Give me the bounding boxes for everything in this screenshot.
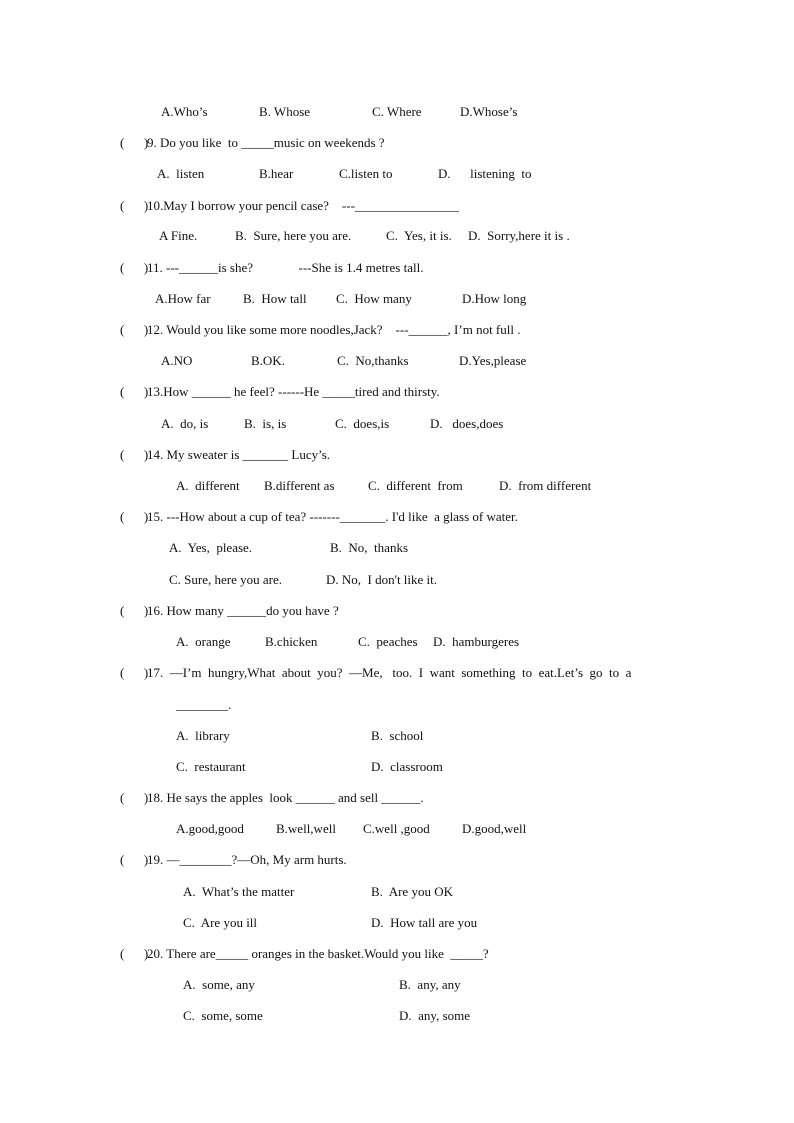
option: D. How tall are you bbox=[371, 915, 478, 930]
option: D.How long bbox=[462, 291, 527, 306]
option: C. peaches bbox=[358, 634, 418, 649]
option: C. Are you ill bbox=[183, 915, 258, 930]
answer-paren: ( ) bbox=[120, 603, 149, 618]
option: C. How many bbox=[336, 291, 412, 306]
answer-paren: ( ) bbox=[120, 135, 149, 150]
answer-paren: ( ) bbox=[120, 198, 149, 213]
answer-paren: ( ) bbox=[120, 852, 149, 867]
option: A. library bbox=[176, 728, 230, 743]
option: C.well ,good bbox=[363, 821, 430, 836]
option: A.NO bbox=[161, 353, 193, 368]
option: B. any, any bbox=[399, 977, 461, 992]
question-stem-continued: ________. bbox=[176, 697, 232, 712]
option: B. Are you OK bbox=[371, 884, 453, 899]
option: C. Sure, here you are. bbox=[169, 572, 282, 587]
answer-paren: ( ) bbox=[120, 946, 149, 961]
option: B.different as bbox=[264, 478, 335, 493]
option: C. does,is bbox=[335, 416, 390, 431]
option: A. some, any bbox=[183, 977, 255, 992]
question-stem: 20. There are_____ oranges in the basket.Would you like _____? bbox=[147, 946, 489, 961]
option: D. does,does bbox=[430, 416, 504, 431]
option: A. listen bbox=[157, 166, 205, 181]
option: B. No, thanks bbox=[330, 540, 408, 555]
option: B. Sure, here you are. bbox=[235, 228, 352, 243]
option: A. orange bbox=[176, 634, 231, 649]
question-stem: 18. He says the apples look ______ and sell ______. bbox=[147, 790, 424, 805]
answer-paren: ( ) bbox=[120, 384, 149, 399]
option: A. Yes, please. bbox=[169, 540, 253, 555]
option: C. restaurant bbox=[176, 759, 246, 774]
option: C. Yes, it is. bbox=[386, 228, 452, 243]
option: B.well,well bbox=[276, 821, 336, 836]
option: D. No, I don't like it. bbox=[326, 572, 438, 587]
option: B. is, is bbox=[244, 416, 287, 431]
option: D.good,well bbox=[462, 821, 527, 836]
option: A. different bbox=[176, 478, 240, 493]
option: D. hamburgeres bbox=[433, 634, 520, 649]
answer-paren: ( ) bbox=[120, 509, 149, 524]
option: A. What’s the matter bbox=[183, 884, 295, 899]
option: C. Where bbox=[372, 104, 422, 119]
question-stem: 15. ---How about a cup of tea? -------_______. I'd like a glass of water. bbox=[147, 509, 518, 524]
option: D. Sorry,here it is . bbox=[468, 228, 570, 243]
option: B. How tall bbox=[243, 291, 307, 306]
answer-paren: ( ) bbox=[120, 790, 149, 805]
option: D. classroom bbox=[371, 759, 443, 774]
question-stem: 14. My sweater is _______ Lucy’s. bbox=[147, 447, 331, 462]
option: C.listen to bbox=[339, 166, 393, 181]
question-stem: 16. How many ______do you have ? bbox=[147, 603, 339, 618]
question-stem: 11. ---______is she? ---She is 1.4 metres tall. bbox=[147, 260, 424, 275]
option: D.Whose’s bbox=[460, 104, 518, 119]
option: B. Whose bbox=[259, 104, 311, 119]
answer-paren: ( ) bbox=[120, 665, 149, 680]
option: D.Yes,please bbox=[459, 353, 527, 368]
question-stem: 10.May I borrow your pencil case? ---________________ bbox=[147, 198, 459, 213]
question-stem: 9. Do you like to _____music on weekends ? bbox=[147, 135, 385, 150]
question-stem: 19. —________?—Oh, My arm hurts. bbox=[147, 852, 347, 867]
answer-paren: ( ) bbox=[120, 260, 149, 275]
answer-paren: ( ) bbox=[120, 447, 149, 462]
answer-paren: ( ) bbox=[120, 322, 149, 337]
option: B.OK. bbox=[251, 353, 285, 368]
option: C. some, some bbox=[183, 1008, 263, 1023]
option: C. different from bbox=[368, 478, 463, 493]
option: C. No,thanks bbox=[337, 353, 409, 368]
option: A.Who’s bbox=[161, 104, 208, 119]
option: A Fine. bbox=[159, 228, 198, 243]
option: D. listening to bbox=[438, 166, 532, 181]
question-stem: 17. —I’m hungry,What about you? —Me, too. I want something to eat.Let’s go to a bbox=[147, 665, 632, 680]
option: A. do, is bbox=[161, 416, 209, 431]
option: D. any, some bbox=[399, 1008, 471, 1023]
option: A.How far bbox=[155, 291, 211, 306]
option: B. school bbox=[371, 728, 424, 743]
option: B.chicken bbox=[265, 634, 318, 649]
question-stem: 13.How ______ he feel? ------He _____tired and thirsty. bbox=[147, 384, 440, 399]
question-stem: 12. Would you like some more noodles,Jack? ---______, I’m not full . bbox=[147, 322, 521, 337]
option: B.hear bbox=[259, 166, 294, 181]
option: A.good,good bbox=[176, 821, 244, 836]
option: D. from different bbox=[499, 478, 592, 493]
